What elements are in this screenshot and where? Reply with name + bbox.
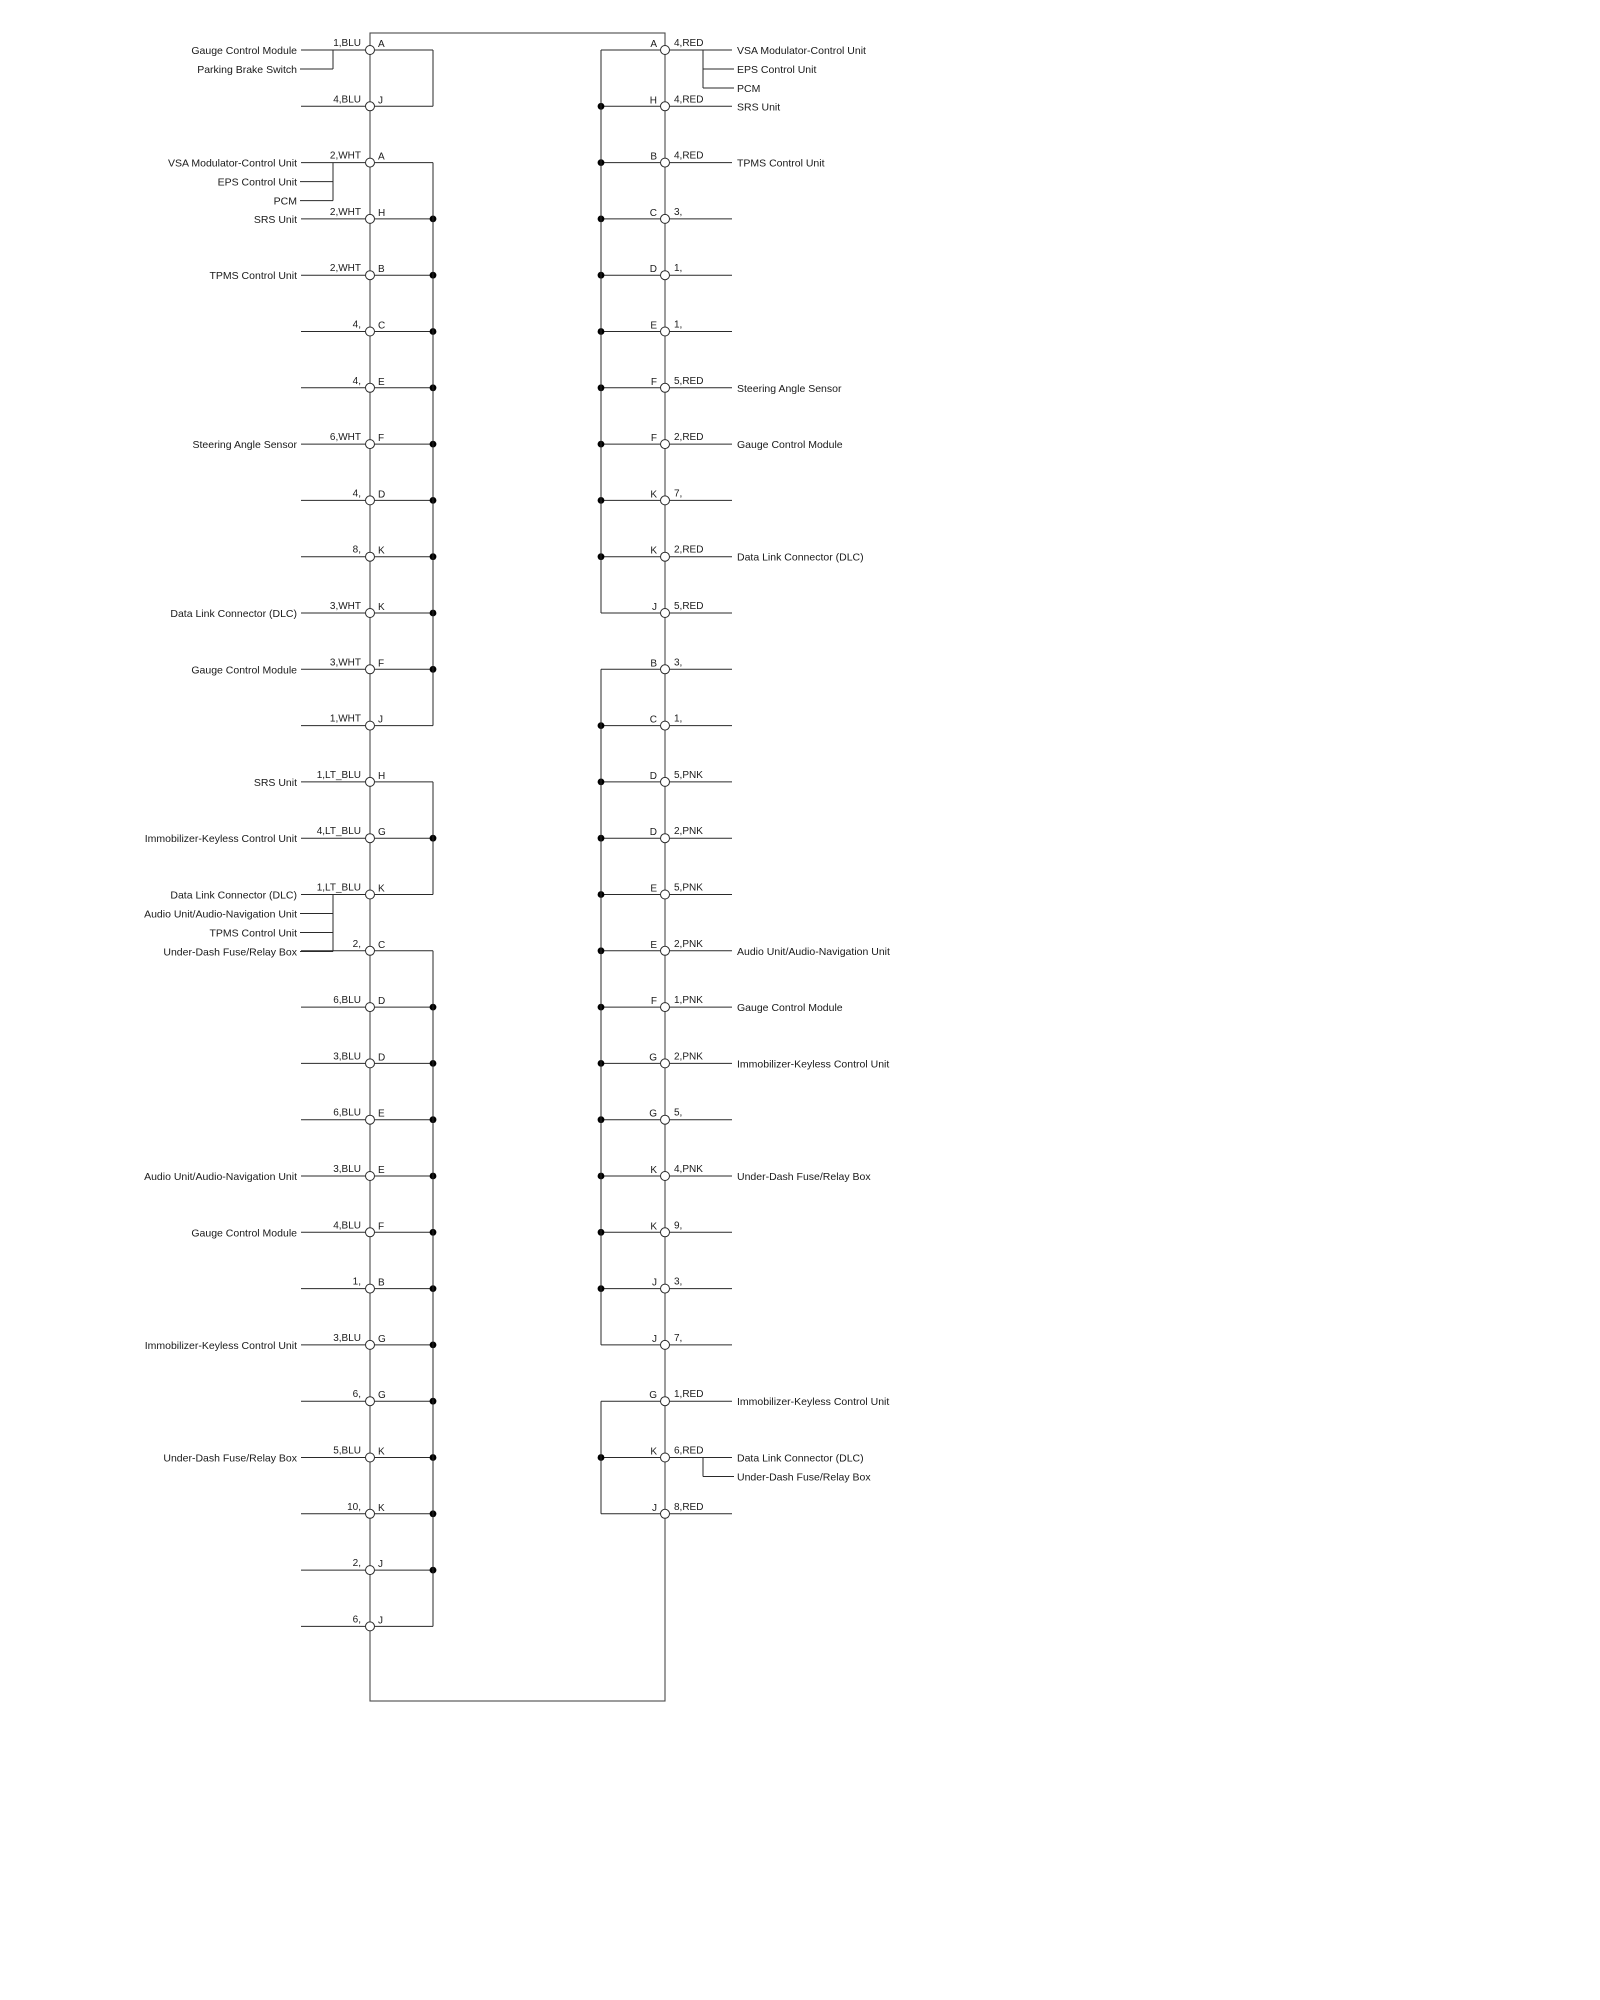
left-component-label: TPMS Control Unit xyxy=(209,927,297,940)
left-wire-code: 1,WHT xyxy=(329,713,361,725)
left-pin-letter: G xyxy=(378,1390,386,1402)
right-pin-letter: C xyxy=(649,207,657,219)
pin-terminal xyxy=(366,665,375,674)
pin-terminal xyxy=(661,946,670,955)
left-wire-code: 8, xyxy=(352,544,361,556)
pin-terminal xyxy=(366,609,375,618)
left-component-label: Immobilizer-Keyless Control Unit xyxy=(144,1339,297,1352)
right-component-label: EPS Control Unit xyxy=(737,64,817,76)
right-wire-code: 9, xyxy=(674,1220,683,1232)
right-pin-letter: A xyxy=(650,39,657,50)
left-pin-letter: F xyxy=(378,1221,385,1233)
pin-terminal xyxy=(366,1059,375,1068)
pin-terminal xyxy=(366,1509,375,1518)
pin-terminal xyxy=(366,158,375,167)
left-component-label: Gauge Control Module xyxy=(191,45,297,57)
pin-terminal xyxy=(661,1284,670,1293)
left-wire-code: 3,WHT xyxy=(329,601,361,612)
right-wire-code: 7, xyxy=(674,1332,683,1344)
left-pin-letter: J xyxy=(378,1559,383,1571)
left-pin-letter: K xyxy=(378,545,385,557)
pin-terminal xyxy=(661,609,670,618)
right-wire-code: 2,PNK xyxy=(674,1051,703,1063)
right-pin-letter: J xyxy=(652,1502,657,1514)
left-wire-code: 2, xyxy=(352,938,361,950)
left-pin-letter: C xyxy=(378,320,386,332)
left-component-label: Steering Angle Sensor xyxy=(192,439,297,452)
pin-terminal xyxy=(661,777,670,786)
left-wire-code: 2,WHT xyxy=(329,206,361,218)
right-pin-letter: E xyxy=(650,320,657,332)
pin-terminal xyxy=(366,271,375,280)
left-pin-letter: G xyxy=(378,827,386,839)
right-wire-code: 1, xyxy=(674,319,683,331)
left-wire-code: 1,LT_BLU xyxy=(316,769,361,781)
pin-terminal xyxy=(366,1622,375,1631)
left-pin-letter: K xyxy=(378,883,385,895)
pin-terminal xyxy=(366,777,375,786)
right-pin-letter: H xyxy=(649,95,657,107)
left-component-label: Data Link Connector (DLC) xyxy=(170,889,297,902)
left-pin-letter: K xyxy=(378,1502,385,1514)
left-wire-code: 6,BLU xyxy=(333,1107,361,1119)
right-component-label: Gauge Control Module xyxy=(737,439,843,452)
pin-terminal xyxy=(661,1172,670,1181)
right-component-label: Immobilizer-Keyless Control Unit xyxy=(737,1396,890,1409)
left-wire-code: 6, xyxy=(352,1389,361,1401)
left-pin-letter: E xyxy=(378,1108,385,1120)
left-pin-letter: D xyxy=(378,996,386,1008)
pin-terminal xyxy=(366,721,375,730)
left-wire-code: 1,LT_BLU xyxy=(316,882,361,894)
left-component-label: SRS Unit xyxy=(253,776,297,789)
left-component-label: VSA Modulator-Control Unit xyxy=(168,157,297,170)
right-pin-letter: C xyxy=(649,714,657,726)
left-pin-letter: F xyxy=(378,658,385,670)
left-component-label: Under-Dash Fuse/Relay Box xyxy=(163,1452,297,1465)
pin-terminal xyxy=(366,102,375,111)
pin-terminal xyxy=(661,1340,670,1349)
left-wire-code: 6, xyxy=(352,1614,361,1626)
right-wire-code: 4,RED xyxy=(674,38,704,49)
pin-terminal xyxy=(661,440,670,449)
right-pin-letter: D xyxy=(649,264,657,276)
right-pin-letter: F xyxy=(650,996,657,1008)
left-pin-letter: A xyxy=(378,151,385,163)
pin-terminal xyxy=(366,1115,375,1124)
right-wire-code: 5,RED xyxy=(674,601,704,612)
pin-terminal xyxy=(661,1397,670,1406)
left-pin-letter: J xyxy=(378,1615,383,1627)
right-component-label: Gauge Control Module xyxy=(737,1002,843,1015)
right-pin-letter: B xyxy=(650,658,657,670)
left-pin-letter: A xyxy=(378,39,385,50)
pin-terminal xyxy=(366,890,375,899)
right-pin-letter: K xyxy=(650,489,657,501)
pin-terminal xyxy=(366,1397,375,1406)
left-component-label: EPS Control Unit xyxy=(217,176,297,189)
pin-terminal xyxy=(366,327,375,336)
right-wire-code: 2,PNK xyxy=(674,826,703,838)
pin-terminal xyxy=(661,1059,670,1068)
pin-terminal xyxy=(366,1284,375,1293)
left-pin-letter: G xyxy=(378,1333,386,1345)
left-component-label: SRS Unit xyxy=(253,213,297,226)
pin-terminal xyxy=(366,214,375,223)
left-pin-letter: K xyxy=(378,602,385,613)
left-pin-letter: D xyxy=(378,489,386,501)
left-pin-letter: B xyxy=(378,1277,385,1289)
left-component-label: Under-Dash Fuse/Relay Box xyxy=(163,946,297,959)
right-pin-letter: F xyxy=(650,433,657,445)
right-pin-letter: G xyxy=(649,1052,657,1064)
left-pin-letter: J xyxy=(378,95,383,107)
pin-terminal xyxy=(661,1003,670,1012)
right-component-label: Steering Angle Sensor xyxy=(737,382,842,395)
pin-terminal xyxy=(366,1566,375,1575)
right-pin-letter: D xyxy=(649,827,657,839)
right-component-label: SRS Unit xyxy=(737,101,781,114)
right-component-label: Audio Unit/Audio-Navigation Unit xyxy=(737,945,890,958)
pin-terminal xyxy=(661,158,670,167)
left-component-label: PCM xyxy=(273,195,297,208)
left-wire-code: 2, xyxy=(352,1558,361,1570)
left-pin-letter: C xyxy=(378,939,386,951)
right-pin-letter: J xyxy=(652,602,657,613)
pin-terminal xyxy=(661,496,670,505)
pin-terminal xyxy=(366,496,375,505)
right-wire-code: 1,RED xyxy=(674,1389,704,1401)
pin-terminal xyxy=(661,46,670,55)
right-pin-letter: J xyxy=(652,1333,657,1345)
right-pin-letter: J xyxy=(652,1277,657,1289)
left-component-label: Audio Unit/Audio-Navigation Unit xyxy=(144,1171,297,1183)
right-wire-code: 2,RED xyxy=(674,544,704,556)
left-component-label: Immobilizer-Keyless Control Unit xyxy=(144,833,297,846)
right-pin-letter: K xyxy=(650,1221,657,1233)
left-component-label: Data Link Connector (DLC) xyxy=(170,608,297,620)
pin-terminal xyxy=(661,327,670,336)
right-wire-code: 3, xyxy=(674,657,683,669)
left-pin-letter: H xyxy=(378,207,386,219)
right-wire-code: 4,PNK xyxy=(674,1164,703,1175)
pin-terminal xyxy=(366,1340,375,1349)
left-pin-letter: B xyxy=(378,264,385,276)
pin-terminal xyxy=(366,1228,375,1237)
pin-terminal xyxy=(366,1453,375,1462)
left-component-label: Audio Unit/Audio-Navigation Unit xyxy=(144,908,297,921)
right-wire-code: 8,RED xyxy=(674,1501,704,1513)
pin-terminal xyxy=(366,946,375,955)
left-wire-code: 3,BLU xyxy=(333,1164,361,1175)
pin-layer xyxy=(144,38,890,1631)
right-wire-code: 7, xyxy=(674,488,683,500)
right-pin-letter: B xyxy=(650,151,657,163)
pin-terminal xyxy=(366,1003,375,1012)
pin-terminal xyxy=(366,1172,375,1181)
right-wire-code: 5,PNK xyxy=(674,882,703,894)
right-component-label: TPMS Control Unit xyxy=(737,157,825,170)
connector-box xyxy=(370,33,665,1701)
right-wire-code: 5,RED xyxy=(674,375,704,387)
right-component-label: Under-Dash Fuse/Relay Box xyxy=(737,1471,871,1484)
left-component-label: Parking Brake Switch xyxy=(197,64,297,76)
pin-terminal xyxy=(661,890,670,899)
right-pin-letter: F xyxy=(650,376,657,388)
pin-terminal xyxy=(661,383,670,392)
left-pin-letter: K xyxy=(378,1446,385,1458)
right-wire-code: 3, xyxy=(674,1276,683,1288)
pin-terminal xyxy=(366,834,375,843)
left-component-label: Gauge Control Module xyxy=(191,664,297,677)
left-wire-code: 4,LT_BLU xyxy=(316,826,361,838)
pin-terminal xyxy=(661,1509,670,1518)
pin-terminal xyxy=(661,721,670,730)
right-wire-code: 3, xyxy=(674,206,683,218)
right-component-label: PCM xyxy=(737,83,761,95)
right-pin-letter: K xyxy=(650,545,657,557)
left-wire-code: 2,WHT xyxy=(329,263,361,275)
right-wire-code: 2,RED xyxy=(674,432,704,444)
left-wire-code: 1,BLU xyxy=(333,38,361,49)
right-component-label: Data Link Connector (DLC) xyxy=(737,1452,864,1465)
left-wire-code: 6,WHT xyxy=(329,432,361,444)
pin-terminal xyxy=(661,271,670,280)
right-wire-code: 5, xyxy=(674,1107,683,1119)
pin-terminal xyxy=(661,834,670,843)
left-wire-code: 4, xyxy=(352,375,361,387)
left-wire-code: 6,BLU xyxy=(333,995,361,1007)
pin-terminal xyxy=(366,440,375,449)
left-component-label: TPMS Control Unit xyxy=(209,270,297,283)
right-pin-letter: K xyxy=(650,1446,657,1458)
right-pin-letter: E xyxy=(650,883,657,895)
left-pin-letter: E xyxy=(378,376,385,388)
right-wire-code: 5,PNK xyxy=(674,769,703,781)
left-wire-code: 3,BLU xyxy=(333,1332,361,1344)
left-wire-code: 4, xyxy=(352,488,361,500)
right-wire-code: 6,RED xyxy=(674,1445,704,1457)
left-wire-code: 10, xyxy=(347,1501,361,1513)
right-wire-code: 2,PNK xyxy=(674,938,703,950)
pin-terminal xyxy=(366,552,375,561)
left-wire-code: 3,BLU xyxy=(333,1051,361,1063)
pin-terminal xyxy=(661,214,670,223)
left-wire-code: 4,BLU xyxy=(333,94,361,106)
right-pin-letter: K xyxy=(650,1165,657,1176)
left-pin-letter: J xyxy=(378,714,383,726)
left-pin-letter: D xyxy=(378,1052,386,1064)
pin-terminal xyxy=(661,1228,670,1237)
right-wire-code: 1, xyxy=(674,713,683,725)
left-wire-code: 3,WHT xyxy=(329,657,361,669)
right-pin-letter: E xyxy=(650,939,657,951)
left-pin-letter: H xyxy=(378,770,386,782)
pin-terminal xyxy=(366,46,375,55)
pin-terminal xyxy=(661,1115,670,1124)
right-component-label: Data Link Connector (DLC) xyxy=(737,551,864,564)
left-wire-code: 5,BLU xyxy=(333,1445,361,1457)
left-component-label: Gauge Control Module xyxy=(191,1227,297,1240)
left-wire-code: 2,WHT xyxy=(329,150,361,162)
right-wire-code: 4,RED xyxy=(674,94,704,106)
left-wire-code: 4,BLU xyxy=(333,1220,361,1232)
right-wire-code: 1, xyxy=(674,263,683,275)
pin-terminal xyxy=(661,1453,670,1462)
right-component-label: Under-Dash Fuse/Relay Box xyxy=(737,1171,871,1183)
right-component-label: Immobilizer-Keyless Control Unit xyxy=(737,1058,890,1071)
left-wire-code: 4, xyxy=(352,319,361,331)
right-wire-code: 4,RED xyxy=(674,150,704,162)
right-wire-code: 1,PNK xyxy=(674,995,703,1007)
pin-terminal xyxy=(661,102,670,111)
pin-terminal xyxy=(661,665,670,674)
right-pin-letter: D xyxy=(649,770,657,782)
pin-terminal xyxy=(366,383,375,392)
left-pin-letter: E xyxy=(378,1165,385,1176)
right-pin-letter: G xyxy=(649,1108,657,1120)
right-pin-letter: G xyxy=(649,1390,657,1402)
right-component-label: VSA Modulator-Control Unit xyxy=(737,45,866,57)
left-wire-code: 1, xyxy=(352,1276,361,1288)
pin-terminal xyxy=(661,552,670,561)
left-pin-letter: F xyxy=(378,433,385,445)
